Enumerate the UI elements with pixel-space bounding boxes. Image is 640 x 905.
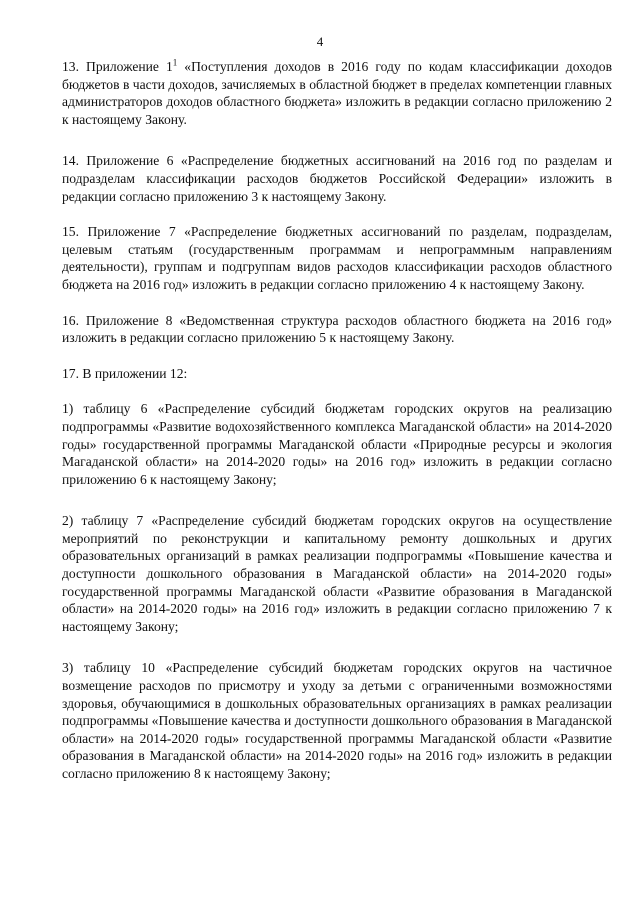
paragraph-13-superscript: 1	[172, 57, 178, 68]
paragraph-17: 17. В приложении 12:	[62, 365, 188, 381]
list-item-1: 1) таблицу 6 «Распределение субсидий бюджетам городских округов на реализацию подпрограммы «Развитие водохозяйственного комплекса Магаданской области» на 2014-2020 годы» государственной программы Магаданской области «Природные ресурсы и экология Магаданской области» на 2014-2020 годы» на 2016 год» изложить в редакции согласно приложению 6 к настоящему Закону;	[62, 401, 612, 487]
document-body	[62, 58, 612, 783]
paragraph-13-text-start: 13. Приложение 1	[62, 59, 173, 74]
paragraph-16: 16. Приложение 8 «Ведомственная структура расходов областного бюджета на 2016 год» изложить в редакции согласно приложению 5 к настоящему Закону.	[62, 312, 612, 346]
paragraph-13-text-end: «Поступления доходов в 2016 году по кодам классификации доходов бюджетов в части доходов, зачисляемых в областной бюджет в пределах компетенции главных администраторов доходов областного бюджета» изложить в редакции согласно приложению 2 к настоящему Закону.	[62, 59, 612, 127]
paragraph-13	[62, 58, 612, 128]
paragraph-15: 15. Приложение 7 «Распределение бюджетных ассигнований по разделам, подразделам, целевым статьям (государственным программам и непрограммным направлениям деятельности), группам и подгруппам видов расходов классификации расходов областного бюджета на 2016 год» изложить в редакции согласно приложению 4 к настоящему Закону.	[62, 224, 612, 292]
paragraph-14: 14. Приложение 6 «Распределение бюджетных ассигнований на 2016 год по разделам и подразделам классификации расходов бюджетов Российской Федерации» изложить в редакции согласно приложению 3 к настоящему Закону.	[62, 153, 612, 204]
list-item-2: 2) таблицу 7 «Распределение субсидий бюджетам городских округов на осуществление мероприятий по реконструкции и капитальному ремонту дошкольных и других образовательных организаций в рамках реализации подпрограммы «Повышение качества и доступности дошкольного образования в Магаданской области» на 2014-2020 годы» государственной программы Магаданской области «Развитие образования в Магаданской области» на 2014-2020 годы» на 2016 год» изложить в редакции согласно приложению 7 к настоящему Закону;	[62, 513, 612, 634]
page-number: 4	[316, 34, 324, 49]
list-item-3: 3) таблицу 10 «Распределение субсидий бюджетам городских округов на частичное возмещение расходов по присмотру и уходу за детьми с ограниченными возможностями здоровья, обучающимися в дошкольных образовательных организациях в рамках реализации подпрограммы «Повышение качества и доступности дошкольного образования в Магаданской области» на 2014-2020 годы» государственной программы Магаданской области «Развитие образования в Магаданской области» на 2014-2020 годы» на 2016 год» изложить в редакции согласно приложению 8 к настоящему Закону;	[62, 660, 612, 781]
